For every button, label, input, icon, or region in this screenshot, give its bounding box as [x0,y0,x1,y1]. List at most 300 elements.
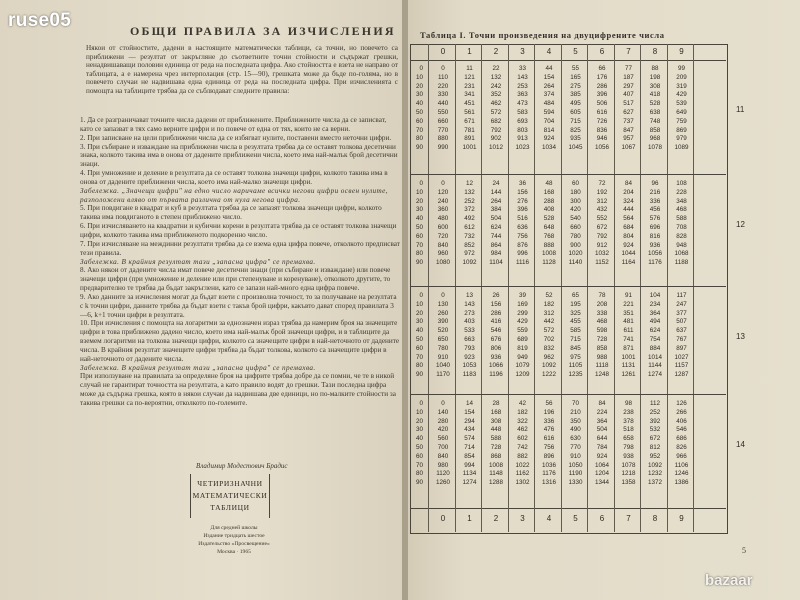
table-cell: 684 [623,224,634,231]
table-cell: 1023 [515,144,530,152]
table-cell: 299 [517,309,528,317]
table-cell: 540 [570,215,581,223]
row-label: 70 [415,353,423,361]
seller-watermark: ruse05 [8,10,72,31]
table-cell: 624 [649,327,661,335]
table-cell: 121 [464,73,475,81]
table-cell: 585 [570,327,581,335]
table-cell: 1001 [462,144,477,152]
corner-watermark: bazaar [705,572,753,589]
table-cell: 1068 [674,250,689,258]
table-cell: 756 [517,232,528,240]
table-cell: 55 [571,65,579,72]
column-header: 0 [440,47,446,56]
table-cell: 1008 [488,461,503,469]
row-label: 40 [415,435,423,443]
row-label: 30 [415,318,423,326]
table-cell: 1078 [621,461,636,469]
row-label: 30 [415,426,423,434]
table-cell: 91 [624,292,632,299]
table-cell: 492 [464,215,475,223]
table-cell: 72 [598,180,606,187]
table-cell: 264 [490,197,502,205]
table-cell: 949 [517,353,528,361]
table-cell: 451 [464,100,475,108]
row-label: 60 [415,344,423,352]
table-cell: 377 [676,309,687,317]
table-cell: 33 [518,65,526,72]
row-label: 30 [415,91,423,99]
column-footer: 5 [573,514,578,523]
table-cell: 1183 [462,371,477,379]
table-cell: 117 [676,292,687,299]
table-cell: 532 [649,426,661,434]
table-cell: 1056 [647,250,662,258]
imprint-line: Издательство «Просвещение» [198,541,270,547]
column-header: 2 [493,47,499,56]
table-cell: 1248 [594,371,609,379]
block-label: 12 [736,220,745,229]
table-cell: 1044 [621,250,636,258]
table-cell: 448 [490,426,502,434]
column-header: 3 [520,47,525,56]
table-cell: 407 [623,91,634,99]
table-cell: 352 [490,91,502,99]
table-cell: 612 [464,224,475,231]
row-label: 90 [415,371,423,379]
table-cell: 36 [518,180,526,187]
table-cell: 1116 [515,259,530,267]
table-cell: 140 [437,408,449,416]
table-cell: 312 [543,309,555,317]
table-cell: 858 [596,344,608,352]
table-cell: 294 [464,417,475,425]
row-label: 80 [415,250,423,258]
table-cell: 341 [464,91,475,99]
table-cell: 806 [490,344,502,352]
table-cell: 644 [596,435,608,443]
column-header: 5 [573,47,578,56]
table-cell: 247 [676,300,687,308]
row-label: 90 [415,479,423,487]
table-cell: 364 [649,309,661,317]
table-cell: 169 [517,300,528,308]
table-cell: 792 [490,126,502,134]
table-cell: 392 [649,417,661,425]
table-cell: 533 [464,327,475,335]
table-cell: 516 [517,215,528,223]
table-cell: 88 [651,65,659,72]
table-cell: 936 [490,353,502,361]
table-cell: 494 [649,318,661,326]
imprint-line: Издание тридцать шестое [203,533,265,539]
table-cell: 1386 [674,479,689,487]
table-cell: 432 [596,206,608,214]
table-cell: 605 [570,109,581,116]
table-cell: 56 [545,400,553,407]
table-cell: 406 [676,417,687,425]
row-label: 80 [415,135,423,143]
row-label: 60 [415,232,423,240]
table-cell: 627 [623,109,634,116]
table-cell: 440 [437,100,449,108]
row-label: 50 [415,444,423,451]
table-cell: 588 [490,435,502,443]
column-header: 8 [652,47,658,56]
table-cell: 0 [441,65,445,72]
table-cell: 130 [437,300,449,308]
table-cell: 42 [518,400,526,407]
table-cell: 754 [649,336,661,343]
table-cell: 1372 [647,479,662,487]
table-cell: 552 [596,215,608,223]
table-cell: 845 [570,344,581,352]
table-cell: 374 [543,91,555,99]
table-cell: 896 [543,452,555,460]
block-label: 11 [736,105,745,114]
table-cell: 756 [543,444,555,451]
rule-paragraph: Забележка. „Значещи цифри" на едно число наричаме всички негови цифри освен нулите, разположени вляво от първата различна от нула негова цифра. [80,186,388,204]
table-cell: 1302 [515,479,530,487]
table-cell: 416 [490,318,502,326]
intro-paragraph: Някои от стойностите, дадени в настоящите математически таблици, са точни, но повечето са приближени — резултат от закръгляне до съответните точни стойности и съдържат грешки, ненадвишаващи половин единица от реда на последната цифра. Ако стойността е взета не направо от таблицата, а е намерена чрез интерполация (стр. 15—90), грешката може да бъде по-голяма, но в повечето случаи не надвишава една единица от реда на последната цифра. При изчисленията с помощта на таблиците трябва да се съблюдават следните правила: [86,44,398,95]
table-cell: 154 [543,73,555,81]
table-cell: 224 [596,408,608,416]
table-cell: 550 [437,109,449,116]
table-cell: 1358 [621,479,636,487]
table-cell: 1235 [568,371,583,379]
table-cell: 420 [437,426,449,434]
table-cell: 408 [543,206,555,214]
table-cell: 52 [545,292,553,299]
column-footer: 4 [546,514,552,523]
table-cell: 780 [570,232,581,240]
table-cell: 616 [543,435,555,443]
rule-paragraph: Забележка. В крайния резултат тази „запасна цифра" се премахва. [80,363,316,372]
table-cell: 473 [517,100,528,108]
table-cell: 994 [464,461,475,469]
table-cell: 972 [464,250,475,258]
table-cell: 948 [676,241,687,249]
table-cell: 528 [649,100,661,108]
imprint-line: Москва · 1965 [217,549,251,555]
table-cell: 1222 [541,371,556,379]
table-cell: 12 [465,180,473,187]
block-label: 13 [736,332,745,341]
table-cell: 112 [649,400,661,407]
table-cell: 1134 [462,470,477,478]
table-cell: 187 [623,73,634,81]
table-cell: 792 [596,232,608,240]
rule-paragraph: Забележка. В крайния резултат тази „запасна цифра" се премахва. [80,257,316,266]
table-cell: 902 [490,135,502,143]
column-footer: 7 [626,514,631,523]
table-cell: 429 [517,318,528,326]
table-cell: 871 [623,344,634,352]
column-footer: 1 [467,514,472,523]
table-cell: 1066 [488,362,503,370]
table-cell: 798 [623,444,634,451]
table-cell: 714 [464,444,475,451]
table-cell: 770 [437,126,449,134]
table-cell: 648 [543,224,555,231]
table-cell: 517 [623,100,634,108]
table-cell: 682 [490,117,502,125]
table-cell: 507 [676,318,687,326]
row-label: 50 [415,109,423,116]
table-cell: 1036 [541,461,556,469]
table-cell: 560 [437,435,449,443]
table-cell: 984 [490,250,502,258]
table-cell: 847 [623,126,634,134]
table-cell: 495 [570,100,581,108]
row-label: 90 [415,259,423,267]
table-cell: 1027 [674,353,689,361]
table-cell: 672 [649,435,661,443]
table-cell: 742 [517,444,528,451]
table-cell: 1080 [435,259,450,267]
table-cell: 336 [649,197,661,205]
row-label: 70 [415,126,423,134]
table-cell: 403 [464,318,475,326]
table-cell: 132 [490,73,502,81]
table-cell: 1261 [621,371,636,379]
table-cell: 1287 [674,371,689,379]
table-cell: 348 [676,197,687,205]
row-label: 50 [415,224,423,231]
table-cell: 888 [543,241,555,249]
table-cell: 1001 [621,353,636,361]
table-cell: 462 [517,426,528,434]
column-footer: 2 [493,514,499,523]
table-cell: 913 [517,135,528,143]
table-cell: 935 [570,135,581,143]
table-cell: 1128 [542,259,556,267]
table-cell: 468 [596,318,608,326]
table-cell: 1034 [541,144,556,152]
table-cell: 312 [596,197,608,205]
table-cell: 308 [649,82,661,90]
table-cell: 636 [517,224,528,231]
table-cell: 767 [676,336,687,343]
table-cell: 1040 [435,362,450,370]
book-title-line: ЧЕТИРИЗНАЧНИ [197,479,263,488]
table-cell: 84 [598,400,606,407]
table-cell: 819 [517,344,528,352]
table-cell: 630 [570,435,581,443]
table-cell: 1170 [436,371,450,379]
table-cell: 598 [596,327,608,335]
column-header: 4 [546,47,552,56]
table-cell: 252 [464,197,475,205]
table-cell: 110 [437,73,449,81]
table-cell: 242 [490,82,502,90]
table-cell: 176 [596,73,608,81]
rule-paragraph: 10. При изчисления с помощта на логаритми за еднозначен израз трябва да намерим броя на значещите цифри в това приближено дадено число, което има най-малък брой значещи цифри, и в таблиците да вземем логаритми на толкова значещи цифри, колкото са значещите цифри в най-неточното от дадените числа. В крайния резултат значещите цифри трябва да бъдат толкова, колкото са значещите цифри в най-неточното от дадените числа. [80,319,400,363]
rule-paragraph: 8. Ако някои от дадените числа имат повече десетични знаци (при събиране и изваждане) или повече значещи цифри (при умножение и деление или при степенуване и коренуване), отколкото другите, то предварително те трябва да бъдат закръглени, като се запази най-много една цифра повече. [80,266,391,293]
table-cell: 286 [490,309,502,317]
table-cell: 696 [649,224,661,231]
table-cell: 325 [570,309,581,317]
row-label: 20 [415,82,423,90]
table-cell: 1092 [647,461,662,469]
table-cell: 650 [437,336,449,343]
table-cell: 671 [464,117,475,125]
table-cell: 1131 [621,362,636,370]
table-cell: 1078 [647,144,662,152]
table-cell: 900 [570,241,581,249]
table-cell: 741 [623,336,634,343]
column-header: 6 [599,47,605,56]
table-cell: 572 [490,109,502,116]
table-cell: 990 [437,144,449,152]
table-cell: 490 [570,426,581,434]
table-cell: 288 [543,197,555,205]
table-cell: 884 [649,344,661,352]
table-cell: 1008 [541,250,556,258]
rule-paragraph: 2. При записване на цели приближени числа да се избягват нулите, поставени вместо неточни цифри. [80,133,392,142]
imprint-line: Для средней школы [210,525,258,531]
table-cell: 1188 [674,259,689,267]
footer-rule [410,508,726,509]
table-cell: 13 [465,292,473,299]
table-cell: 624 [490,224,502,231]
table-cell: 910 [437,353,449,361]
table-cell: 1092 [462,259,477,267]
table-cell: 564 [623,215,634,223]
rule-paragraph: 6. При изчисляването на квадратни и кубични корени в резултата трябва да се оставят толкова значещи цифри, колкото такива има приближеното подкоренно число. [80,222,397,239]
table-cell: 784 [596,444,608,451]
row-label: 90 [415,144,423,152]
table-cell: 781 [464,126,475,134]
table-cell: 649 [676,109,687,116]
table-cell: 1274 [462,479,477,487]
table-cell: 702 [543,336,555,343]
table-cell: 442 [543,318,555,326]
table-cell: 504 [490,215,502,223]
table-cell: 979 [676,135,687,143]
table-cell: 363 [517,91,528,99]
column-footer: 6 [599,514,605,523]
column-header: 7 [626,47,631,56]
table-cell: 143 [517,73,528,81]
table-cell: 104 [649,292,661,299]
table-cell: 364 [596,417,608,425]
table-cell: 924 [623,241,634,249]
rules-list [80,116,400,408]
table-cell: 803 [517,126,528,134]
table-cell: 1288 [488,479,503,487]
table-cell: 897 [676,344,687,352]
table-cell: 96 [651,180,659,187]
table-cell: 938 [623,452,634,460]
table-cell: 1274 [647,371,662,379]
table-cell: 208 [596,300,608,308]
table-cell: 351 [623,309,634,317]
table-cell: 165 [570,73,581,81]
table-cell: 266 [676,408,687,416]
row-label: 70 [415,461,423,469]
row-label: 10 [415,188,423,196]
table-cell: 504 [596,426,608,434]
table-cell: 319 [676,82,687,90]
table-cell: 1045 [568,144,583,152]
table-cell: 924 [543,135,555,143]
row-label: 60 [415,117,423,125]
table-cell: 583 [517,109,528,116]
table-cell: 48 [545,180,553,187]
table-cell: 966 [676,452,687,460]
column-header: 1 [467,47,472,56]
table-cell: 1144 [648,362,662,370]
table-cell: 204 [623,188,634,196]
table-cell: 231 [464,82,475,90]
table-cell: 996 [517,250,528,258]
table-cell: 1196 [489,371,503,379]
table-cell: 1176 [648,259,662,267]
table-cell: 1118 [595,362,609,370]
rule-paragraph: 5. При повдигане в квадрат и куб в резултата трябва да се запазят толкова значещи цифри, колкото такива има повдиганото в степен приближено число. [80,204,382,222]
column-footer: 8 [652,514,658,523]
book-gutter [402,0,408,600]
table-cell: 480 [437,215,449,223]
table-cell: 912 [596,241,608,249]
table-cell: 968 [649,135,661,143]
table-cell: 1246 [674,470,689,478]
table-cell: 689 [517,336,528,343]
table-cell: 910 [570,452,581,460]
rule-paragraph: 7. При изчисляване на междинни резултати трябва да се взема една цифра повече, отколкото предписват тези правила. [80,239,400,257]
table-cell: 732 [464,232,475,240]
table-cell: 828 [676,232,687,240]
table-cell: 60 [571,180,579,187]
row-label: 60 [415,452,423,460]
column-footer: 9 [679,514,684,523]
table-cell: 588 [676,215,687,223]
table-cell: 65 [571,292,579,299]
table-cell: 616 [596,109,608,116]
table-cell: 854 [464,452,475,460]
table-cell: 11 [466,65,473,72]
table-caption: Таблица I. Точни произведения на двуцифрените числа [420,30,665,40]
table-cell: 816 [649,232,661,240]
row-label: 0 [419,400,423,407]
table-cell: 748 [649,117,661,125]
table-cell: 338 [596,309,608,317]
author-name: Владимир Модестович Брадис [196,462,288,470]
table-cell: 924 [596,452,608,460]
table-cell: 1260 [435,479,450,487]
table-cell: 946 [596,135,608,143]
table-cell: 1157 [674,362,689,370]
table-cell: 1106 [674,461,689,469]
table-cell: 715 [570,117,581,125]
table-cell: 660 [570,224,581,231]
book-title-line: МАТЕМАТИЧЕСКИ [192,491,268,500]
table-cell: 840 [437,452,449,460]
column-footer: 0 [440,514,446,523]
table-cell: 420 [570,206,581,214]
table-cell: 600 [437,224,449,231]
table-cell: 768 [543,232,555,240]
table-cell: 539 [676,100,687,108]
table-cell: 660 [437,117,449,125]
table-cell: 468 [676,206,687,214]
table-cell: 0 [441,400,445,407]
table-cell: 156 [517,188,528,196]
header-rule [410,60,726,61]
table-cell: 572 [543,327,555,335]
